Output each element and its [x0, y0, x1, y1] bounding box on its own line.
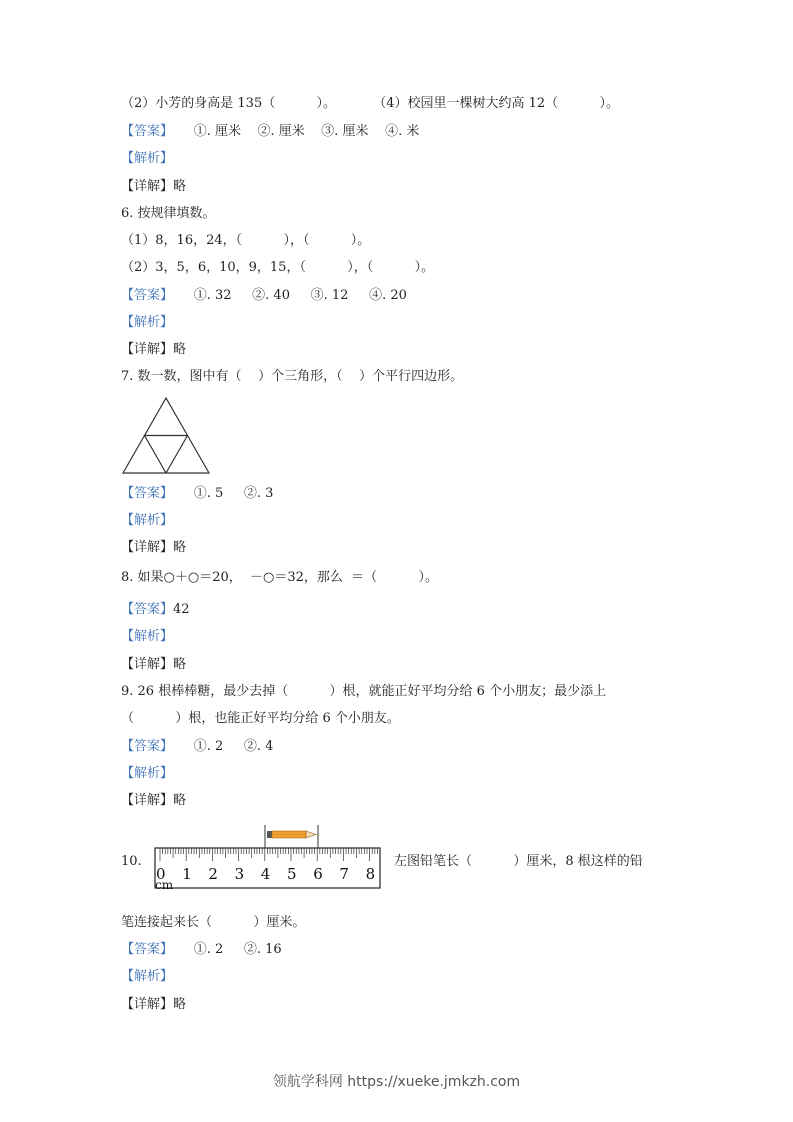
answer-tag: 【答案】 [121, 602, 174, 617]
footer-watermark: 领航学科网 https://xueke.jmkzh.com [272, 1074, 521, 1090]
triangle-figure [119, 395, 213, 477]
answer-row [121, 288, 407, 304]
ruler-number: 0 [156, 865, 166, 883]
question-9-line-2: （ ）根，也能正好平均分给 6 个小朋友。 [121, 711, 400, 726]
ruler-number: 3 [234, 865, 245, 883]
detail-row [121, 657, 186, 673]
detail-text: 略 [173, 540, 187, 555]
answer-tag: 【答案】 [121, 288, 174, 303]
question-6-part-2: （2）3，5，6，10，9，15，（ ），（ ）。 [121, 260, 435, 275]
answer-text: ①. 5 ②. 3 [193, 486, 274, 501]
analysis-tag: 【解析】 [121, 151, 174, 166]
ruler-number: 7 [339, 865, 349, 883]
detail-row [121, 540, 186, 556]
question-6-part-1: （1）8，16，24，（ ），（ ）。 [121, 233, 371, 248]
ruler-number: 5 [287, 865, 297, 883]
detail-row [121, 342, 186, 358]
answer-text: ①. 厘米 ②. 厘米 ③. 厘米 ④. 米 [193, 124, 420, 139]
answer-text: 42 [173, 602, 190, 617]
ruler-figure [150, 822, 384, 892]
answer-tag: 【答案】 [121, 124, 174, 139]
detail-row [121, 997, 186, 1013]
detail-text: 略 [173, 179, 187, 194]
detail-tag: 【详解】 [121, 793, 174, 808]
answer-row [121, 124, 419, 140]
detail-row [121, 793, 186, 809]
detail-text: 略 [173, 793, 187, 808]
ruler-number: 2 [208, 865, 218, 883]
ruler-number: 6 [313, 865, 323, 883]
ruler-number: 8 [365, 865, 376, 883]
ruler-unit: cm [155, 878, 174, 892]
question-10-line-2: 笔连接起来长（ ）厘米。 [121, 915, 306, 930]
answer-text: ①. 2 ②. 16 [193, 942, 282, 957]
detail-tag: 【详解】 [121, 657, 174, 672]
pencil-icon [265, 825, 318, 848]
detail-tag: 【详解】 [121, 540, 174, 555]
question-10-line-1: 左图铅笔长（ ）厘米，8 根这样的铅 [394, 854, 643, 869]
question-5-part: （2）小芳的身高是 135（ ）。 （4）校园里一棵树大约高 12（ ）。 [121, 96, 619, 111]
detail-tag: 【详解】 [121, 342, 174, 357]
question-6-title: 6. 按规律填数。 [121, 206, 216, 221]
answer-tag: 【答案】 [121, 942, 174, 957]
question-10-number: 10. [121, 854, 142, 869]
detail-text: 略 [173, 342, 187, 357]
question-7-title: 7. 数一数，图中有（ ）个三角形，（ ）个平行四边形。 [121, 369, 464, 384]
answer-tag: 【答案】 [121, 739, 174, 754]
answer-row [121, 602, 190, 618]
question-9-line-1: 9. 26 根棒棒糖，最少去掉（ ）根，就能正好平均分给 6 个小朋友；最少添上 [121, 684, 607, 699]
detail-row [121, 179, 186, 195]
answer-tag: 【答案】 [121, 486, 174, 501]
answer-row [121, 942, 282, 958]
analysis-tag: 【解析】 [121, 969, 174, 984]
analysis-tag: 【解析】 [121, 629, 174, 644]
detail-tag: 【详解】 [121, 997, 174, 1012]
analysis-tag: 【解析】 [121, 315, 174, 330]
answer-row [121, 739, 273, 755]
answer-text: ①. 32 ②. 40 ③. 12 ④. 20 [193, 288, 407, 303]
ruler-number: 1 [182, 865, 192, 883]
analysis-tag: 【解析】 [121, 766, 174, 781]
answer-row [121, 486, 273, 502]
detail-text: 略 [173, 997, 187, 1012]
question-8: 8. 如果○＋○＝20， －○＝32，那么 ＝（ ）。 [121, 570, 439, 585]
ruler-number: 4 [260, 865, 271, 883]
answer-text: ①. 2 ②. 4 [193, 739, 274, 754]
detail-text: 略 [173, 657, 187, 672]
detail-tag: 【详解】 [121, 179, 174, 194]
analysis-tag: 【解析】 [121, 513, 174, 528]
